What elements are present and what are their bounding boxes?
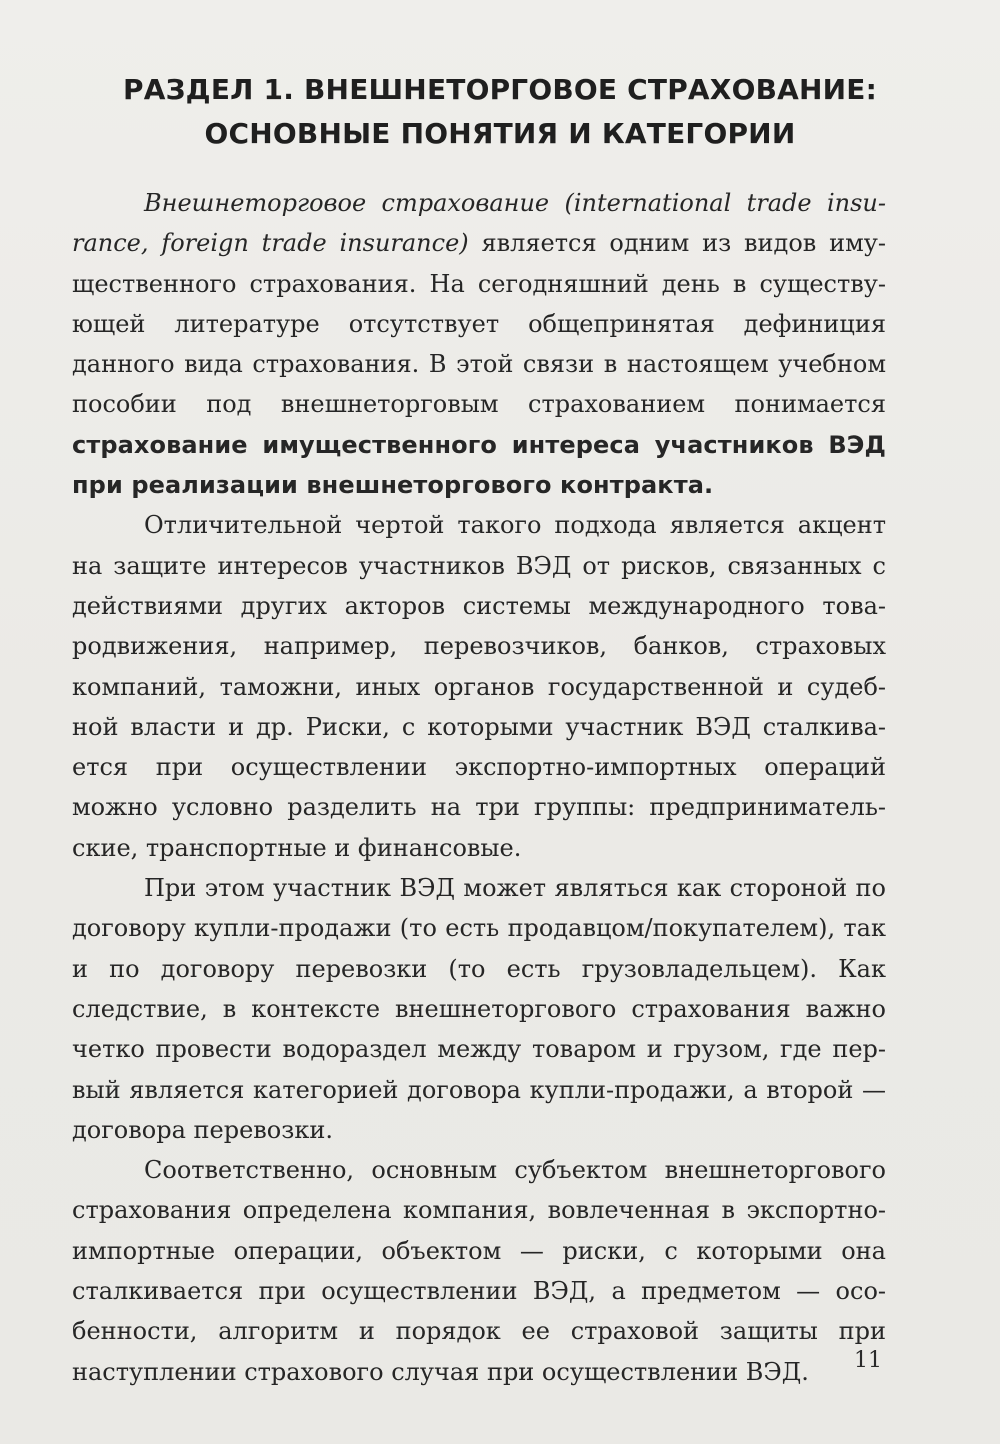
paragraph-1 bbox=[72, 183, 886, 505]
section-heading-line-2: ОСНОВНЫЕ ПОНЯТИЯ И КАТЕГОРИИ bbox=[204, 117, 796, 150]
paragraph-4: Соответственно, основным субъектом внешнеторгового страхования определена компания, вовлеченная в экспортно-импортные операции, объектом — риски, с которыми она сталкивается при осуществлении ВЭД, а предметом — особенности, алгоритм и порядок ее страховой защиты при наступлении страхового случая при осуществлении ВЭД. bbox=[72, 1156, 886, 1386]
section-heading bbox=[70, 68, 930, 156]
page-number: 11 bbox=[854, 1348, 882, 1373]
paragraph-1-text: является одним из видов имущественного страхования. На сегодняшний день в существующей литературе отсутствует общепринятая дефиниция данного вида страхования. В этой связи в настоящем учебном пособии под внешнеторговым страхованием понимается bbox=[72, 229, 887, 419]
defined-term: Внешнеторговое страхование (international trade insurance, foreign trade insurance) bbox=[72, 189, 886, 258]
section-heading-line-1: РАЗДЕЛ 1. ВНЕШНЕТОРГОВОЕ СТРАХОВАНИЕ: bbox=[123, 73, 877, 106]
definition-bold: страхование имущественного интереса участников ВЭД при реализации внешнеторгового контракта. bbox=[72, 430, 886, 500]
paragraph-3: При этом участник ВЭД может являться как стороной по договору купли-продажи (то есть продавцом/покупателем), так и по договору перевозки (то есть грузовладельцем). Как следствие, в контексте внешнеторгового страхования важно четко провести водораздел между товаром и грузом, где первый является категорией договора купли-продажи, а второй — договора перевозки. bbox=[72, 874, 886, 1144]
body-text bbox=[72, 183, 886, 1392]
paragraph-2: Отличительной чертой такого подхода является акцент на защите интересов участников ВЭД от рисков, связанных с действиями других акторов системы международного товародвижения, например, перевозчиков, банков, страховых компаний, таможни, иных органов государственной и судебной власти и др. Риски, с которыми участник ВЭД сталкивается при осуществлении экспортно-импортных операций можно условно разделить на три группы: предпринимательские, транспортные и финансовые. bbox=[72, 511, 886, 862]
